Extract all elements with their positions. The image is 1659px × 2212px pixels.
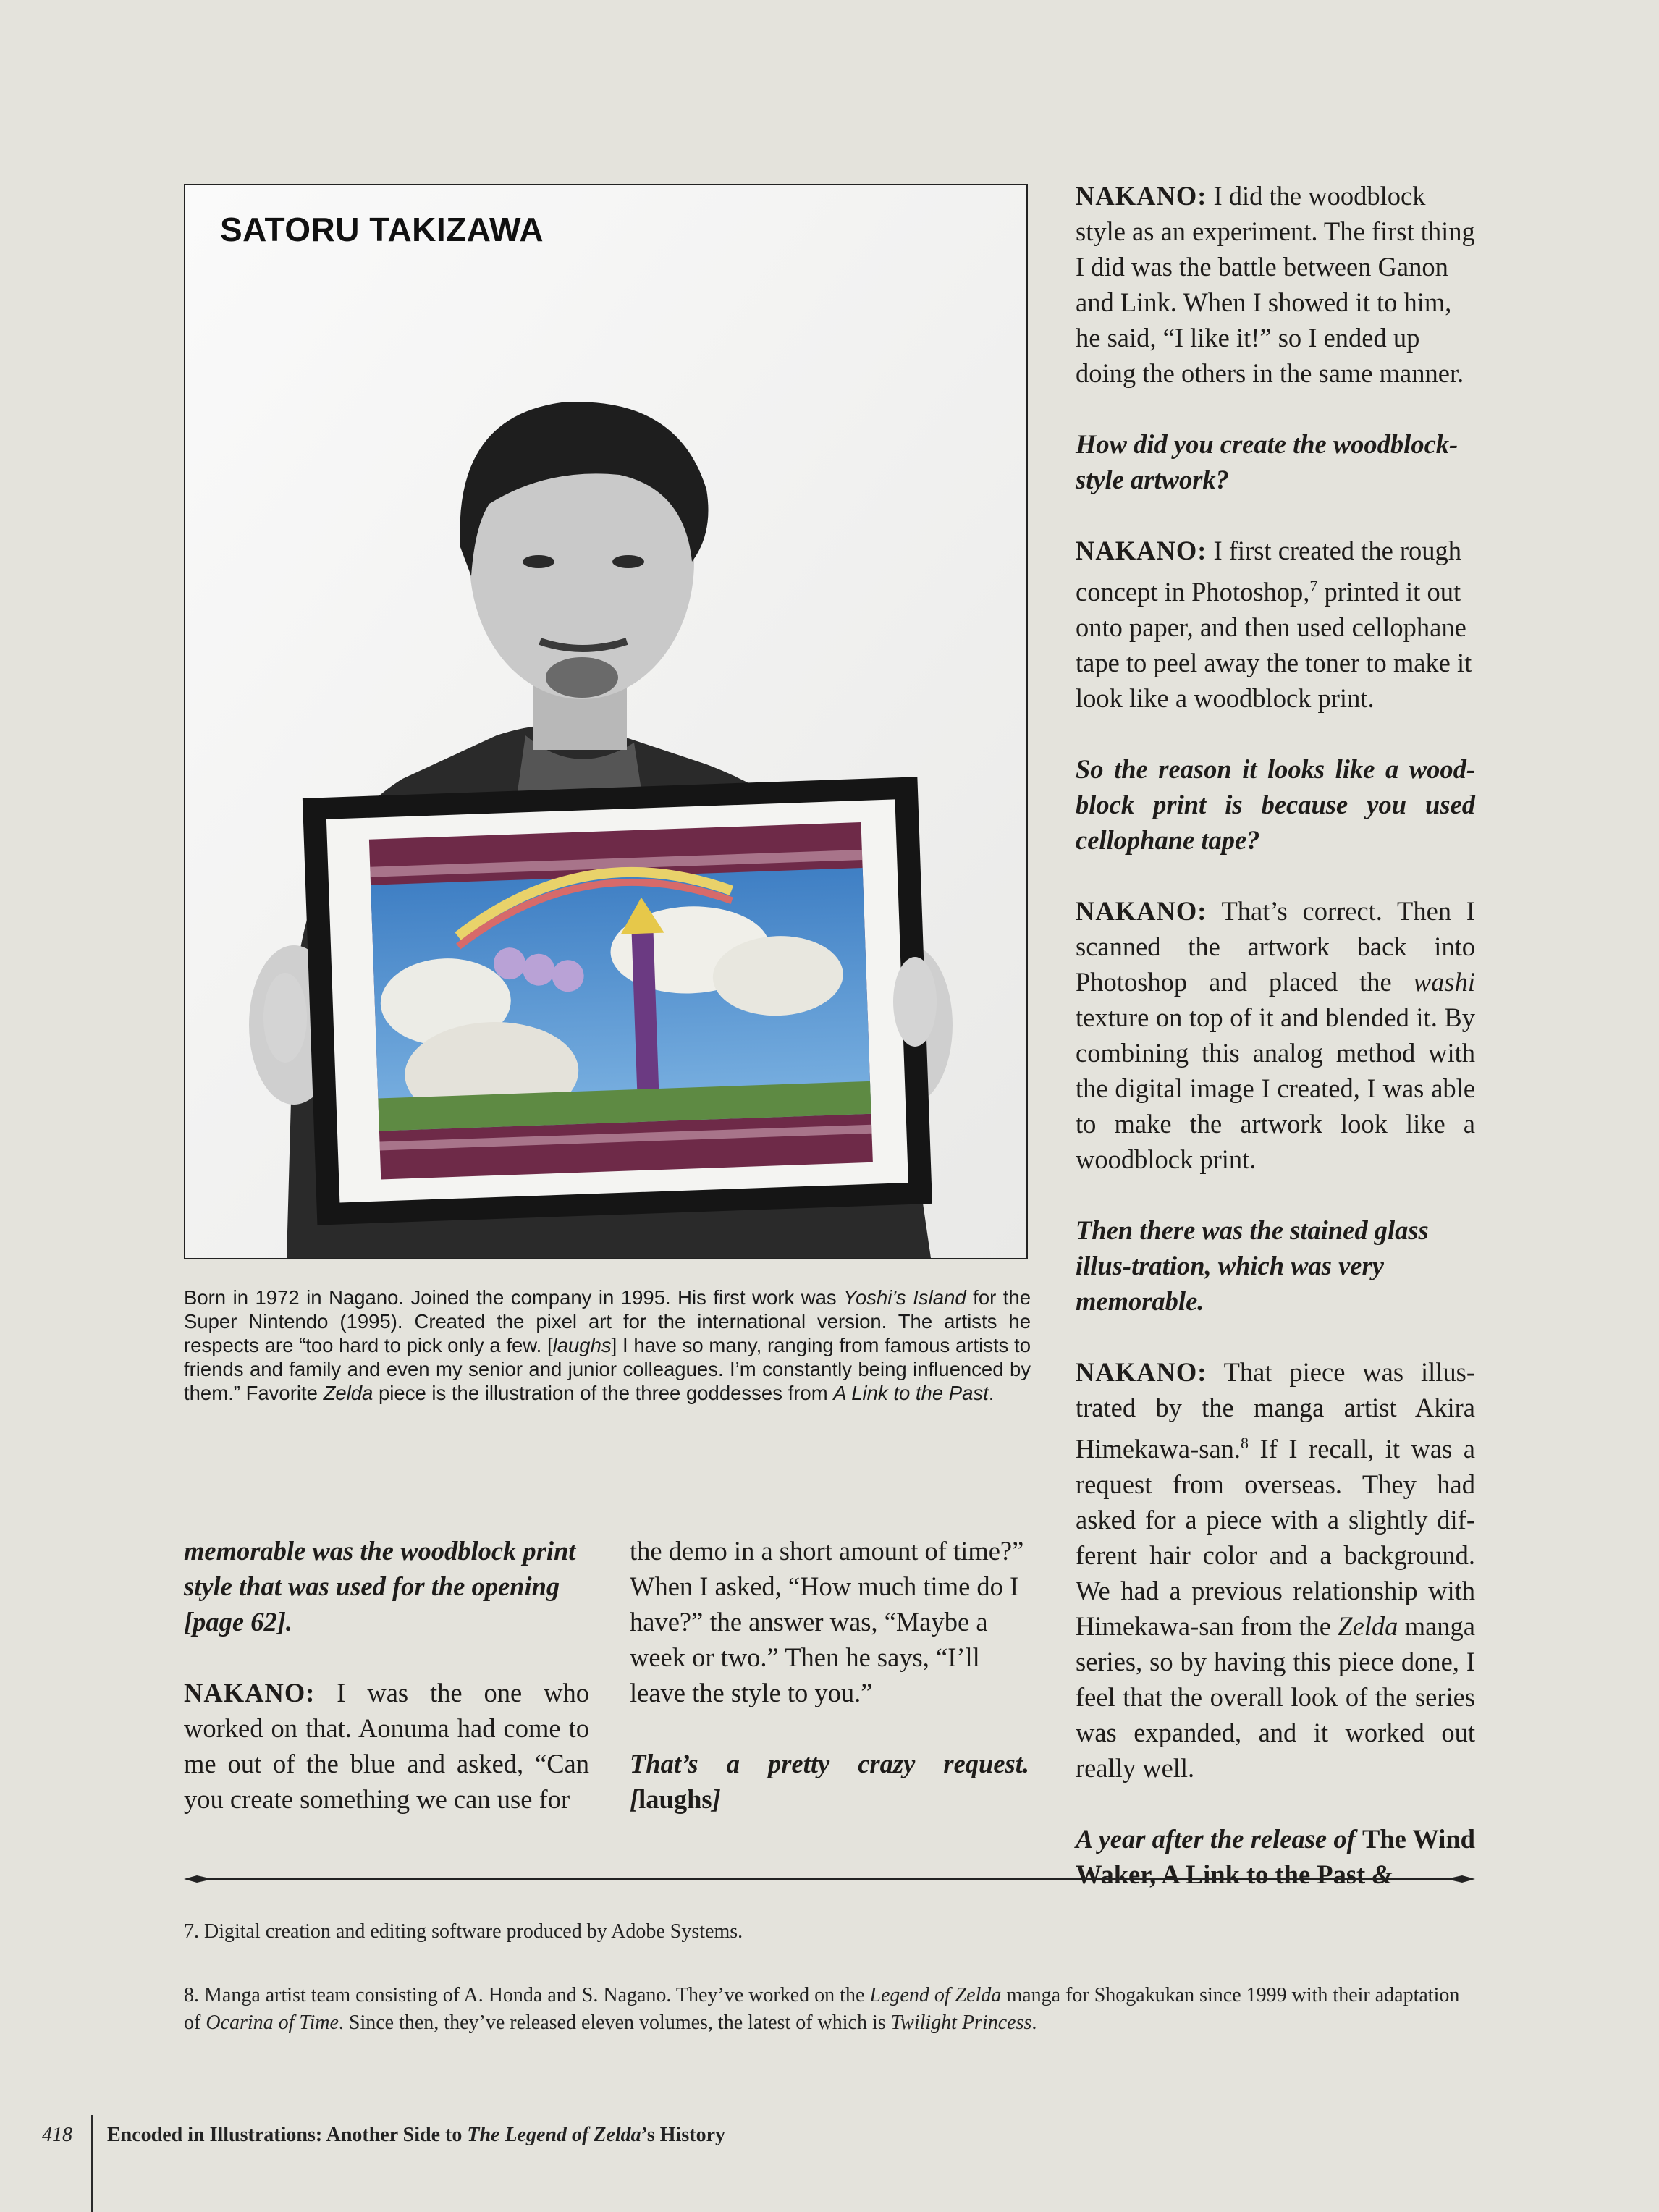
footnote-7: 7. Digital creation and editing software produced by Adobe Systems. bbox=[184, 1920, 743, 1943]
bio-text: for the Super Nintendo (1995). Created the pixel art for the international version. The artists he respects are “too hard to pick only a few. [ bbox=[184, 1286, 1031, 1356]
question-text: & bbox=[1365, 1859, 1393, 1890]
question-text: That’s a pretty crazy request. [ bbox=[630, 1749, 1029, 1814]
answer bbox=[1076, 1354, 1475, 1786]
footnote-italic: Legend of Zelda bbox=[869, 1984, 1002, 2006]
question bbox=[630, 1746, 1029, 1817]
footnote-text: manga for Shogakukan since 1999 with their adaptation of bbox=[184, 1984, 1460, 2034]
answer-text: I was the one who worked on that. Aonuma had come to me out of the blue and asked, “Can you create something we can use for bbox=[184, 1678, 589, 1814]
footnote-italic: Twilight Princess bbox=[890, 2012, 1032, 2034]
answer-italic: washi bbox=[1413, 967, 1475, 997]
portrait-photo-box bbox=[184, 184, 1028, 1259]
speaker-label: NAKANO: bbox=[1076, 1357, 1207, 1388]
footer-divider bbox=[91, 2115, 93, 2212]
running-title-text: ’s History bbox=[641, 2124, 726, 2146]
footnote-text: . Since then, they’ve released eleven volumes, the latest of which is bbox=[338, 2012, 891, 2034]
answer-text: That piece was illus-trated by the manga artist Akira Himekawa-san. bbox=[1076, 1357, 1475, 1464]
question: How did you create the woodblock-style artwork? bbox=[1076, 429, 1459, 494]
speaker-label: NAKANO: bbox=[1076, 181, 1207, 211]
answer-text: printed it out onto paper, and then used cellophane tape to peel away the toner to make it look like a woodblock print. bbox=[1076, 577, 1472, 714]
footnote-ref: 7 bbox=[1309, 577, 1318, 595]
answer-text: manga series, so by having this piece done, I feel that the overall look of the series was expanded, and it worked out really well. bbox=[1076, 1611, 1476, 1783]
column-left bbox=[184, 1533, 589, 1817]
running-title-text: Encoded in Illustrations: Another Side to bbox=[107, 2124, 468, 2146]
answer-italic: Zelda bbox=[1338, 1611, 1398, 1642]
photo-name-label: SATORU TAKIZAWA bbox=[220, 211, 544, 248]
speaker-label: NAKANO: bbox=[1076, 536, 1207, 565]
bio-text: Born in 1972 in Nagano. Joined the company in 1995. His first work was bbox=[184, 1286, 844, 1309]
ornament-rule bbox=[184, 1872, 1475, 1886]
speaker-label: NAKANO: bbox=[184, 1678, 316, 1707]
bio-caption bbox=[184, 1286, 1031, 1405]
bio-title: Zelda bbox=[323, 1382, 373, 1404]
answer-text: texture on top of it and blended it. By combining this analog method with the digital image I created, I was able to make the artwork look like a woodblock print. bbox=[1076, 1002, 1475, 1175]
running-title bbox=[107, 2124, 725, 2147]
question: So the reason it looks like a wood-block print is because you used cellophane tape? bbox=[1076, 754, 1475, 856]
answer bbox=[1076, 893, 1475, 1177]
question-text: A year after the release of bbox=[1076, 1824, 1362, 1854]
bio-text: . bbox=[988, 1382, 995, 1404]
question: Then there was the stained glass illus-tration, which was very memorable. bbox=[1076, 1215, 1429, 1317]
question-text: ] bbox=[712, 1784, 721, 1814]
bio-text: ] I have so many, ranging from famous artists to friends and family and even my senior and junior colleagues. I’m constantly being influenced by them.” Favorite bbox=[184, 1334, 1031, 1404]
question-text: laughs bbox=[638, 1784, 712, 1814]
answer-text: I did the woodblock style as an experiment. The first thing I did was the battle between Ganon and Link. When I showed it to him, he said, “I like it!” so I ended up doing the others in the same manner. bbox=[1076, 181, 1475, 388]
column-middle bbox=[630, 1533, 1029, 1817]
question-title: The Wind Waker, A Link to the Past bbox=[1076, 1824, 1475, 1890]
bio-text: piece is the illustration of the three goddesses from bbox=[373, 1382, 834, 1404]
page-number: 418 bbox=[42, 2124, 72, 2146]
question: memorable was the woodblock print style that was used for the opening [page 62]. bbox=[184, 1536, 576, 1637]
bio-laughs: laughs bbox=[552, 1334, 612, 1356]
answer-text: If I recall, it was a request from overseas. They had asked for a piece with a slightly dif-ferent hair color and a background. We had a previous relationship with Himekawa-san from the bbox=[1076, 1434, 1475, 1642]
portrait-photo bbox=[185, 185, 1026, 1258]
answer bbox=[184, 1675, 589, 1817]
footnote-8 bbox=[184, 1982, 1479, 2037]
answer bbox=[1076, 178, 1475, 391]
bio-title: A Link to the Past bbox=[833, 1382, 989, 1404]
column-right bbox=[1076, 178, 1475, 1892]
footnote-text: . bbox=[1031, 2012, 1037, 2034]
running-title-italic: The Legend of Zelda bbox=[467, 2124, 641, 2146]
footnote-italic: Ocarina of Time bbox=[206, 2012, 339, 2034]
answer-text: That’s correct. Then I scanned the artwork back into Photoshop and placed the bbox=[1076, 896, 1475, 997]
footnote-ref: 8 bbox=[1241, 1434, 1249, 1453]
answer: the demo in a short amount of time?” When I asked, “How much time do I have?” the answer was, “Maybe a week or two.” Then he says, “I’ll leave the style to you.” bbox=[630, 1536, 1024, 1707]
answer bbox=[1076, 533, 1475, 716]
footnote-text: 8. Manga artist team consisting of A. Honda and S. Nagano. They’ve worked on the bbox=[184, 1984, 870, 2006]
speaker-label: NAKANO: bbox=[1076, 896, 1207, 926]
bio-title: Yoshi’s Island bbox=[843, 1286, 966, 1309]
answer-text: I first created the rough concept in Photoshop, bbox=[1076, 536, 1462, 607]
